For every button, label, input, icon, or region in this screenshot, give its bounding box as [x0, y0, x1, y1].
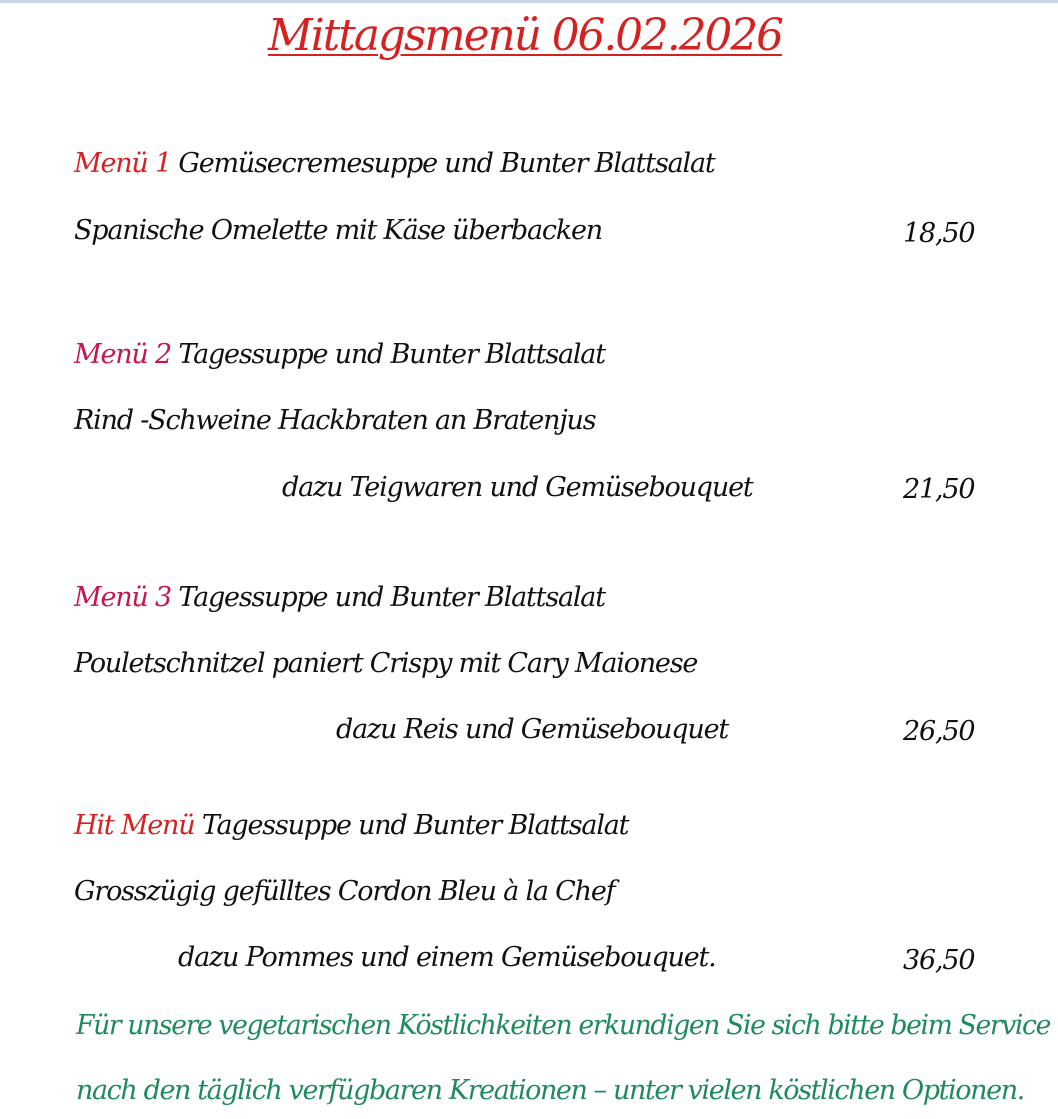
- menu-1-main: Spanische Omelette mit Käse überbacken: [74, 215, 602, 246]
- menu-2-intro-line: [74, 337, 605, 373]
- menu-3-label: Menü 3: [74, 582, 171, 613]
- hit-menu-label: Hit Menü: [74, 810, 195, 841]
- menu-3-main: Pouletschnitzel paniert Crispy mit Cary Maionese: [74, 648, 698, 679]
- menu-2-main: Rind -Schweine Hackbraten an Bratenjus: [74, 405, 596, 436]
- vegetarian-note-line-1: Für unsere vegetarischen Köstlichkeiten erkundigen Sie sich bitte beim Service: [76, 1010, 1050, 1041]
- hit-menu-intro: Tagessuppe und Bunter Blattsalat: [201, 810, 629, 841]
- menu-2-price: 21,50: [903, 474, 975, 505]
- menu-2-side: dazu Teigwaren und Gemüsebouquet: [282, 472, 753, 503]
- menu-2-label: Menü 2: [74, 339, 171, 370]
- hit-menu-intro-line: [74, 808, 628, 844]
- menu-1-label: Menü 1: [74, 148, 171, 179]
- menu-3-side: dazu Reis und Gemüsebouquet: [336, 714, 729, 745]
- page-title: Mittagsmenü 06.02.2026: [268, 10, 782, 61]
- menu-3-intro-line: [74, 580, 605, 616]
- hit-menu-price: 36,50: [903, 945, 975, 976]
- hit-menu-main: Grosszügig gefülltes Cordon Bleu à la Chef: [74, 876, 615, 907]
- menu-1-price: 18,50: [903, 218, 975, 249]
- menu-2-intro: Tagessuppe und Bunter Blattsalat: [178, 339, 605, 370]
- vegetarian-note-line-2: nach den täglich verfügbaren Kreationen – unter vielen köstlichen Optionen.: [76, 1075, 1024, 1106]
- menu-1-intro: Gemüsecremesuppe und Bunter Blattsalat: [178, 148, 715, 179]
- menu-3-intro: Tagessuppe und Bunter Blattsalat: [178, 582, 605, 613]
- menu-1-intro-line: [74, 146, 715, 182]
- hit-menu-side: dazu Pommes und einem Gemüsebouquet.: [178, 942, 716, 973]
- menu-3-price: 26,50: [903, 716, 975, 747]
